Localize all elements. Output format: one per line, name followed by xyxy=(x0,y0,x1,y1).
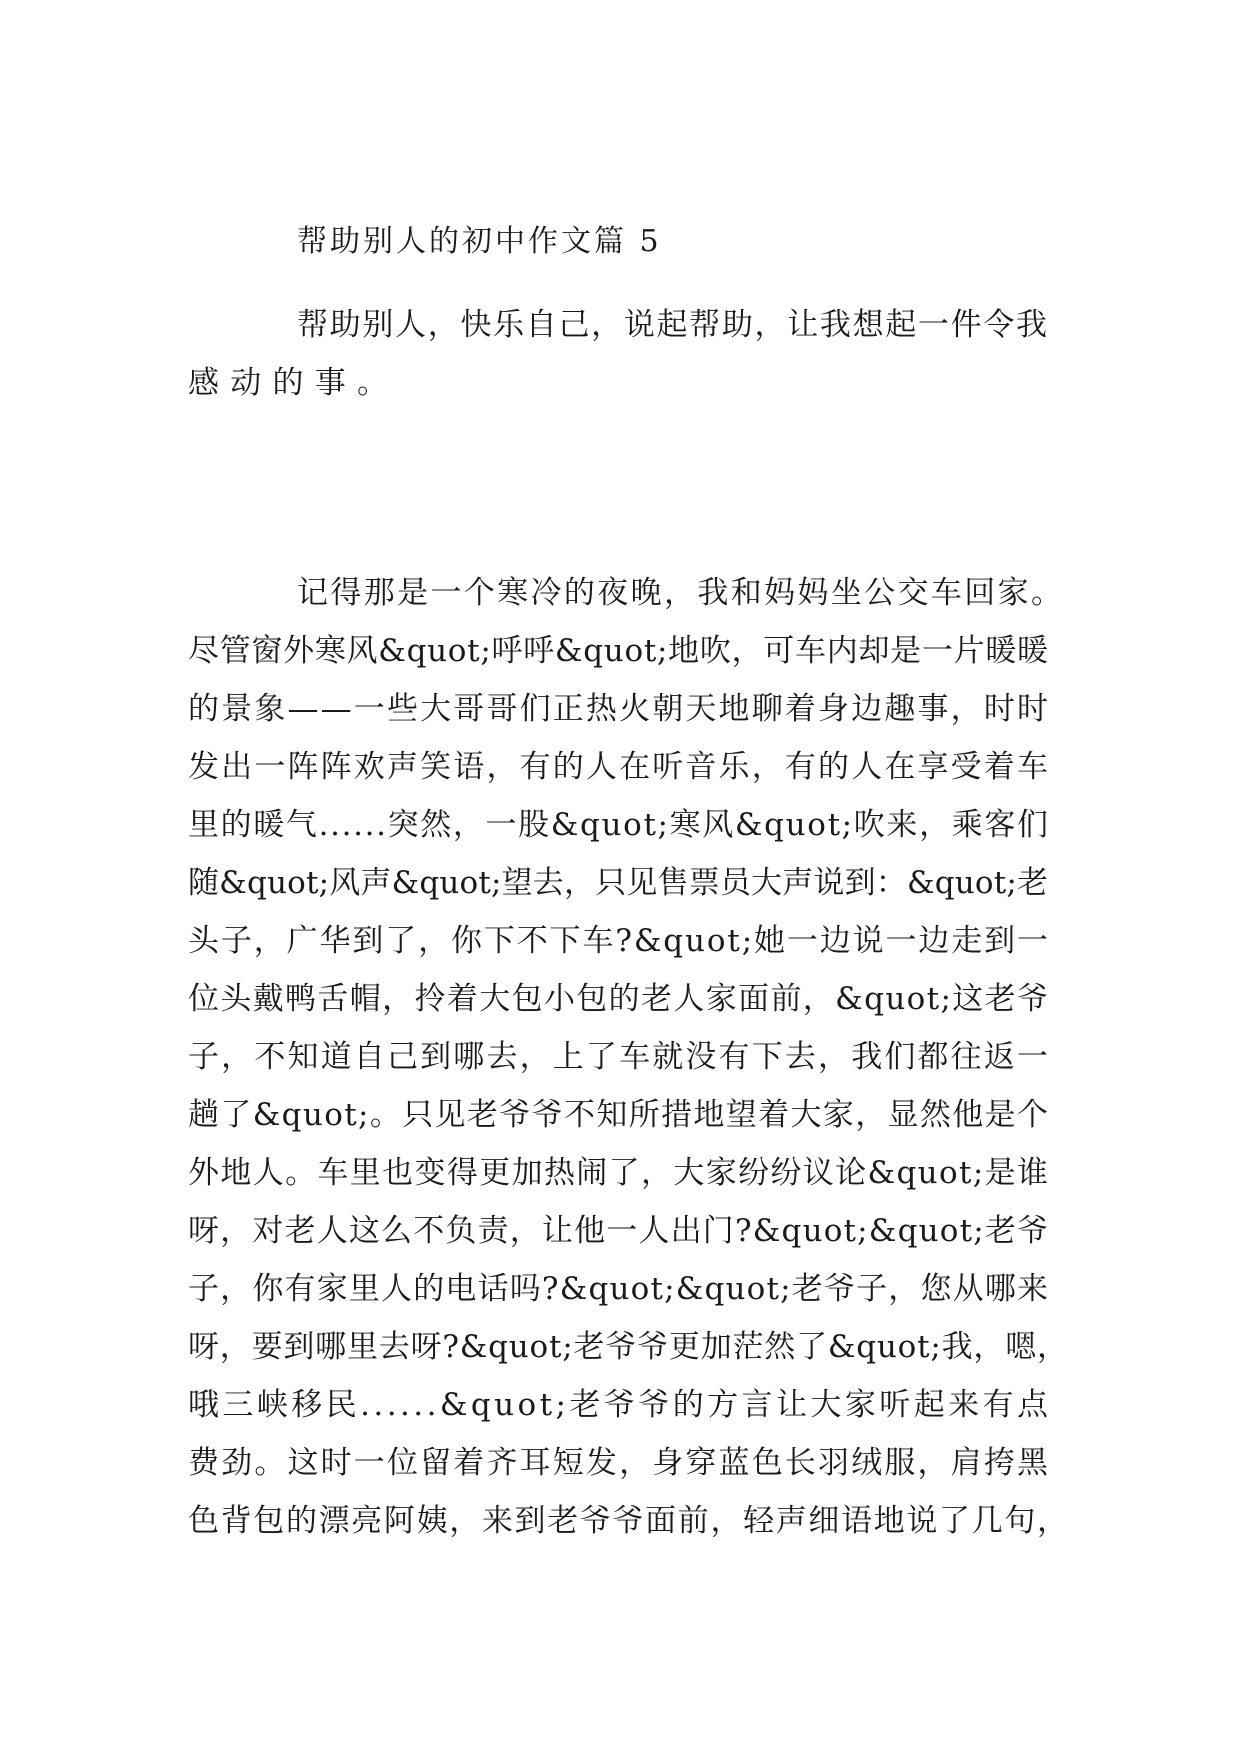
paragraph-line: 外地人。车里也变得更加热闹了，大家纷纷议论&quot;是谁 xyxy=(188,1155,1050,1191)
intro-line: 帮助别人，快乐自己，说起帮助，让我想起一件令我 xyxy=(297,307,1049,343)
essay-title: 帮助别人的初中作文篇 5 xyxy=(297,224,662,259)
paragraph-line: 发出一阵阵欢声笑语，有的人在听音乐，有的人在享受着车 xyxy=(188,749,1051,785)
intro-line: 感动的事。 xyxy=(188,365,400,401)
paragraph-line: 尽管窗外寒风&quot;呼呼&quot;地吹，可车内却是一片暖暖 xyxy=(188,633,1049,669)
paragraph-line: 位头戴鸭舌帽，拎着大包小包的老人家面前，&quot;这老爷 xyxy=(188,981,1050,1017)
paragraph-line: 头子，广华到了，你下不下车?&quot;她一边说一边走到一 xyxy=(188,923,1050,959)
paragraph-line: 随&quot;风声&quot;望去，只见售票员大声说到：&quot;老 xyxy=(188,865,1049,901)
paragraph-line: 费劲。这时一位留着齐耳短发，身穿蓝色长羽绒服，肩挎黑 xyxy=(188,1445,1051,1481)
paragraph-line: 里的暖气......突然，一股&quot;寒风&quot;吹来，乘客们 xyxy=(188,807,1050,843)
paragraph-line: 子，你有家里人的电话吗?&quot;&quot;老爷子，您从哪来 xyxy=(188,1271,1050,1307)
paragraph-line: 呀，对老人这么不负责，让他一人出门?&quot;&quot;老爷 xyxy=(188,1213,1050,1249)
paragraph-line: 的景象——一些大哥哥们正热火朝天地聊着身边趣事，时时 xyxy=(188,691,1051,727)
paragraph-line: 记得那是一个寒冷的夜晚，我和妈妈坐公交车回家。 xyxy=(297,575,1065,611)
paragraph-line: 哦三峡移民......&quot;老爷爷的方言让大家听起来有点 xyxy=(188,1387,1052,1423)
paragraph-line: 趟了&quot;。只见老爷爷不知所措地望着大家，显然他是个 xyxy=(188,1097,1050,1133)
paragraph-line: 呀，要到哪里去呀?&quot;老爷爷更加茫然了&quot;我，嗯， xyxy=(188,1329,1069,1365)
paragraph-line: 子，不知道自己到哪去，上了车就没有下去，我们都往返一 xyxy=(188,1039,1051,1075)
paragraph-line: 色背包的漂亮阿姨，来到老爷爷面前，轻声细语地说了几句， xyxy=(188,1503,1070,1539)
